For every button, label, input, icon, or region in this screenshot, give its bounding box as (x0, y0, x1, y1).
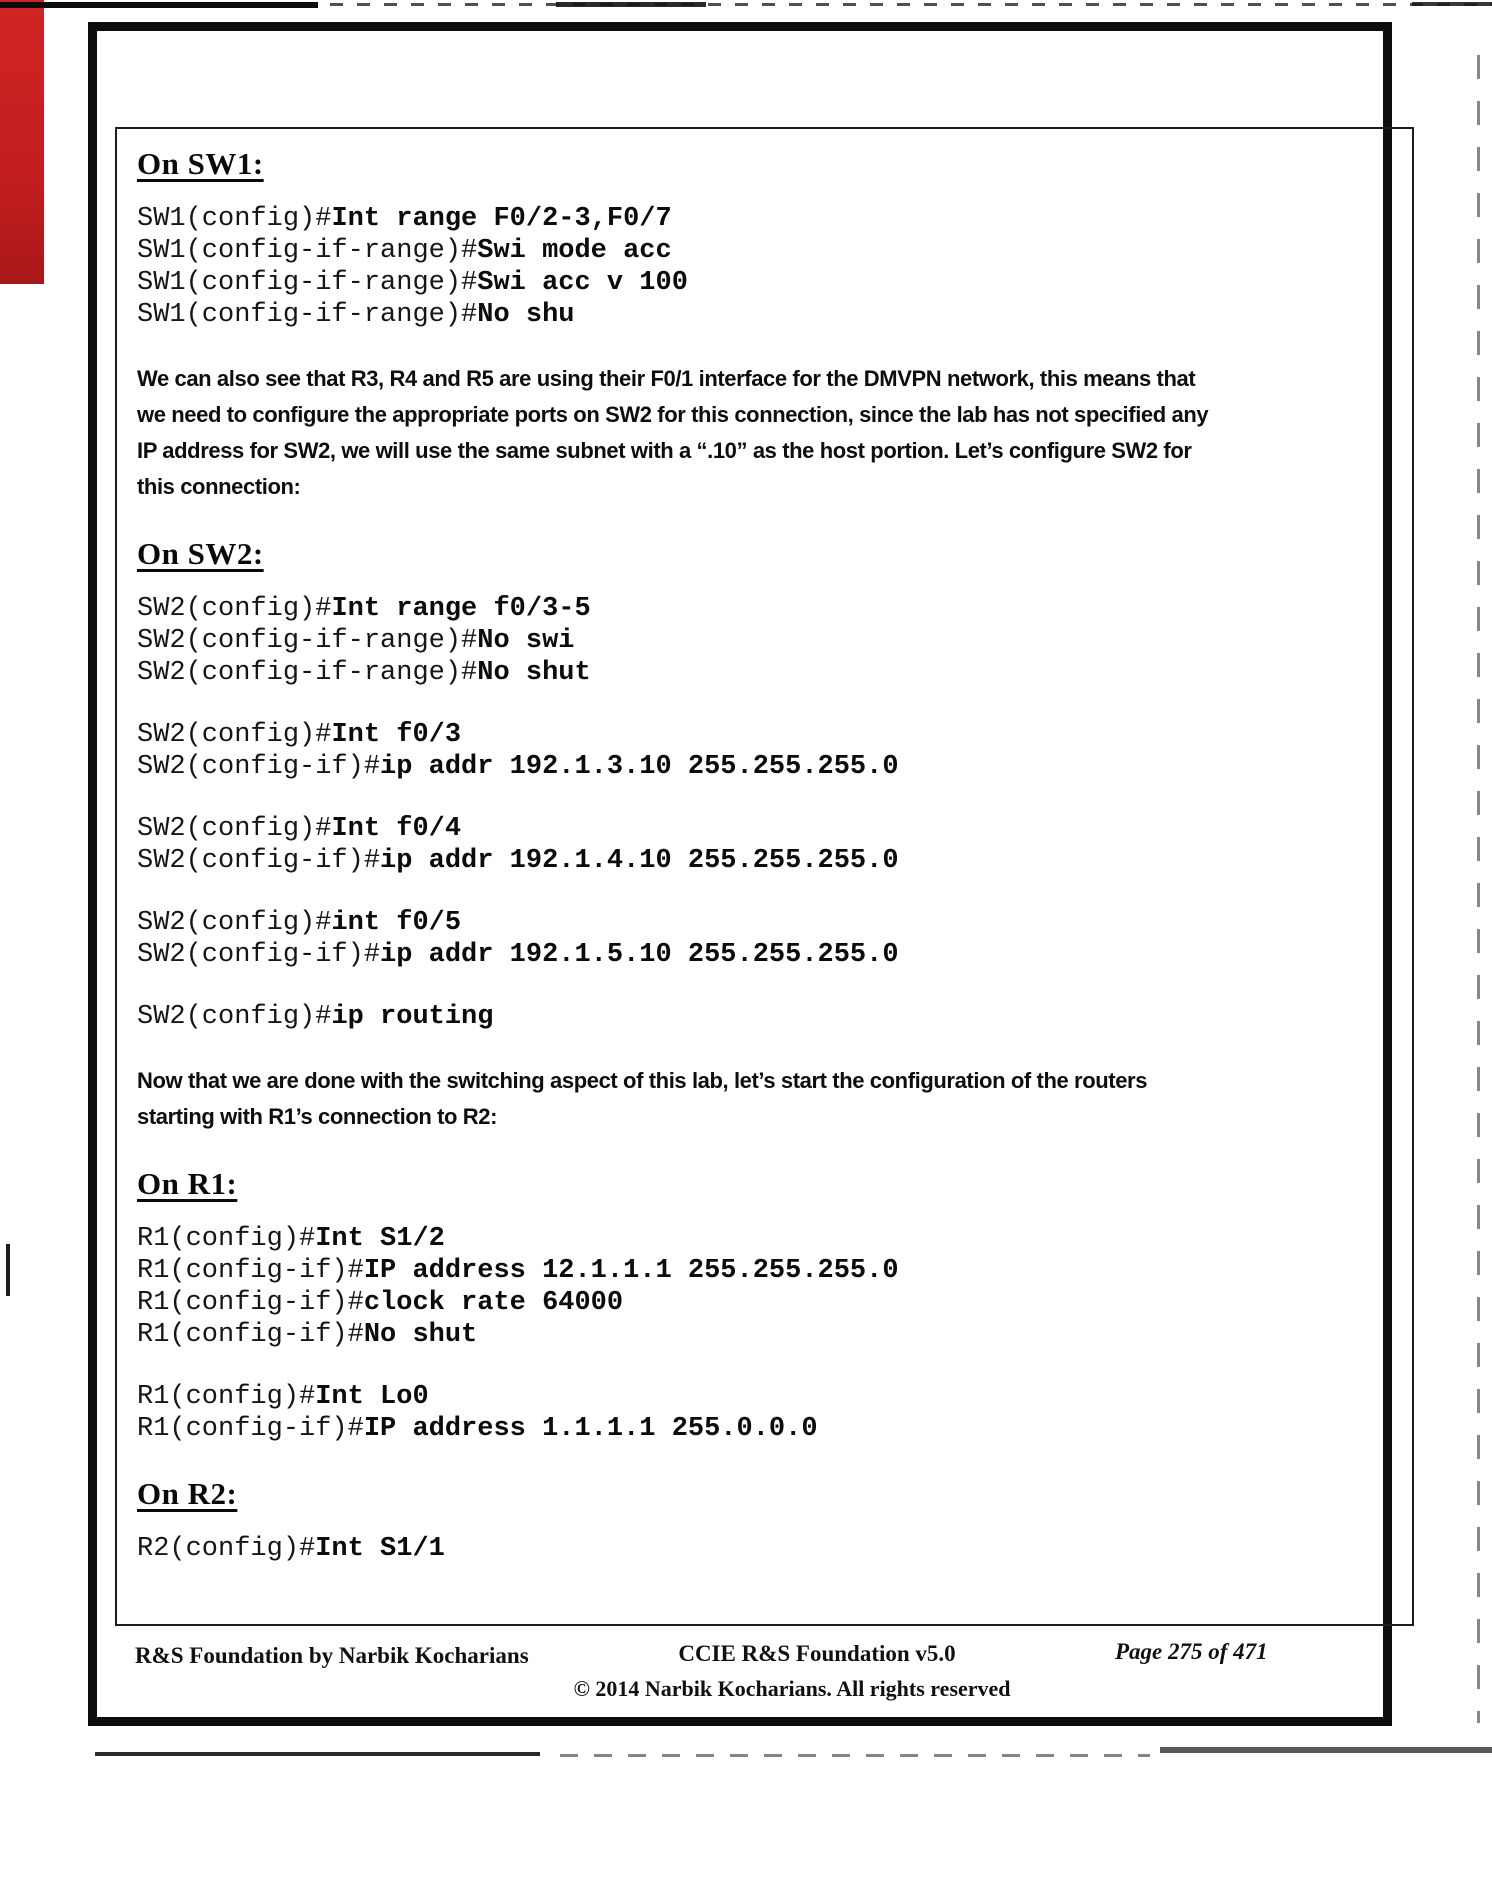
footer-copyright: © 2014 Narbik Kocharians. All rights reserved (573, 1676, 1011, 1701)
right-scan-line (1477, 55, 1480, 1723)
footer-edition: CCIE R&S Foundation v5.0 (678, 1641, 956, 1666)
cli-line (137, 1533, 1386, 1565)
cli-command: Swi acc v 100 (477, 268, 688, 298)
paragraph-line: this connection: (137, 474, 301, 499)
cli-command: ip addr 192.1.3.10 255.255.255.0 (380, 752, 899, 782)
cli-prompt: SW2(config-if-range)# (137, 626, 478, 656)
cli-prompt: SW2(config-if)# (137, 940, 381, 970)
paragraph-line: IP address for SW2, we will use the same subnet with a “.10” as the host portion. Let’s configure SW2 for (137, 438, 1192, 463)
cli-line (137, 1413, 1386, 1445)
paragraph-line: starting with R1’s connection to R2: (137, 1104, 498, 1129)
cli-command: IP address 1.1.1.1 255.0.0.0 (363, 1414, 818, 1444)
cli-line (137, 1287, 1386, 1319)
paragraph-line: we need to configure the appropriate ports on SW2 for this connection, since the lab has not specified any (137, 402, 1209, 427)
cli-command: Int S1/2 (315, 1224, 445, 1254)
paragraph-dmvpn (137, 361, 1386, 505)
cli-block-r2-s11 (137, 1533, 1386, 1565)
cli-command: Int range F0/2-3,F0/7 (331, 204, 672, 234)
cli-line (137, 813, 1386, 845)
cli-block-r1-s12 (137, 1223, 1386, 1351)
cli-prompt: SW2(config)# (137, 720, 332, 750)
section-heading-sw2: On SW2: (137, 536, 264, 571)
cli-command: Swi mode acc (477, 236, 672, 266)
cli-line (137, 299, 1386, 331)
cli-prompt: SW1(config-if-range)# (137, 268, 478, 298)
paragraph-line: Now that we are done with the switching aspect of this lab, let’s start the configuration of the routers (137, 1068, 1148, 1093)
cli-block-sw1 (137, 203, 1386, 331)
footer-page-number: Page 275 of 471 (1115, 1639, 1268, 1664)
outer-page-border (88, 22, 1392, 1726)
cli-line (137, 593, 1386, 625)
cli-prompt: SW2(config)# (137, 1002, 332, 1032)
cli-prompt: SW2(config)# (137, 814, 332, 844)
left-margin-scan-mark (6, 1244, 10, 1296)
cli-block-sw2-f05 (137, 907, 1386, 971)
cli-command: Int f0/4 (331, 814, 462, 844)
section-heading-r1: On R1: (137, 1166, 238, 1201)
cli-block-sw2-f04 (137, 813, 1386, 877)
cli-line (137, 907, 1386, 939)
cli-prompt: R1(config)# (137, 1382, 316, 1412)
cli-line (137, 1001, 1386, 1033)
cli-line (137, 267, 1386, 299)
cli-line (137, 845, 1386, 877)
cli-line (137, 657, 1386, 689)
cli-line (137, 625, 1386, 657)
cli-command: clock rate 64000 (363, 1288, 624, 1318)
cli-prompt: SW1(config-if-range)# (137, 236, 478, 266)
cli-prompt: SW2(config-if-range)# (137, 658, 478, 688)
cli-prompt: R1(config-if)# (137, 1288, 364, 1318)
cli-prompt: SW2(config)# (137, 594, 332, 624)
cli-prompt: SW2(config-if)# (137, 846, 381, 876)
top-scan-line (0, 2, 1492, 10)
cli-prompt: R1(config-if)# (137, 1320, 364, 1350)
cli-line (137, 1255, 1386, 1287)
cli-line (137, 203, 1386, 235)
cli-block-r1-lo0 (137, 1381, 1386, 1445)
paragraph-line: We can also see that R3, R4 and R5 are using their F0/1 interface for the DMVPN network, this means that (137, 366, 1196, 391)
section-heading-r2: On R2: (137, 1476, 238, 1511)
cli-line (137, 235, 1386, 267)
inner-content-box (115, 127, 1414, 1626)
paragraph-routers (137, 1063, 1386, 1135)
cli-command: No swi (477, 626, 575, 656)
cli-command: No shut (363, 1320, 478, 1350)
cli-command: Int f0/3 (331, 720, 462, 750)
cli-command: int f0/5 (331, 908, 462, 938)
cli-command: ip addr 192.1.4.10 255.255.255.0 (380, 846, 899, 876)
cli-command: Int Lo0 (315, 1382, 429, 1412)
cli-block-sw2-f03 (137, 719, 1386, 783)
cli-block-sw2-range (137, 593, 1386, 689)
cli-command: No shu (477, 300, 575, 330)
cli-line (137, 1319, 1386, 1351)
cli-line (137, 719, 1386, 751)
cli-prompt: SW1(config-if-range)# (137, 300, 478, 330)
cli-command: Int S1/1 (315, 1534, 445, 1564)
cli-line (137, 939, 1386, 971)
red-scan-mark (0, 0, 44, 284)
cli-prompt: R1(config-if)# (137, 1256, 364, 1286)
section-heading-sw1: On SW1: (137, 146, 264, 181)
cli-command: IP address 12.1.1.1 255.255.255.0 (363, 1256, 899, 1286)
cli-line (137, 1381, 1386, 1413)
cli-prompt: SW2(config-if)# (137, 752, 381, 782)
cli-command: ip routing (331, 1002, 494, 1032)
cli-line (137, 1223, 1386, 1255)
cli-command: No shut (477, 658, 591, 688)
footer-book-title: R&S Foundation by Narbik Kocharians (135, 1643, 529, 1668)
cli-command: Int range f0/3-5 (331, 594, 591, 624)
cli-prompt: SW1(config)# (137, 204, 332, 234)
cli-block-sw2-ip-routing (137, 1001, 1386, 1033)
cli-prompt: R1(config)# (137, 1224, 316, 1254)
cli-prompt: R2(config)# (137, 1534, 316, 1564)
cli-prompt: R1(config-if)# (137, 1414, 364, 1444)
cli-prompt: SW2(config)# (137, 908, 332, 938)
cli-command: ip addr 192.1.5.10 255.255.255.0 (380, 940, 899, 970)
cli-line (137, 751, 1386, 783)
